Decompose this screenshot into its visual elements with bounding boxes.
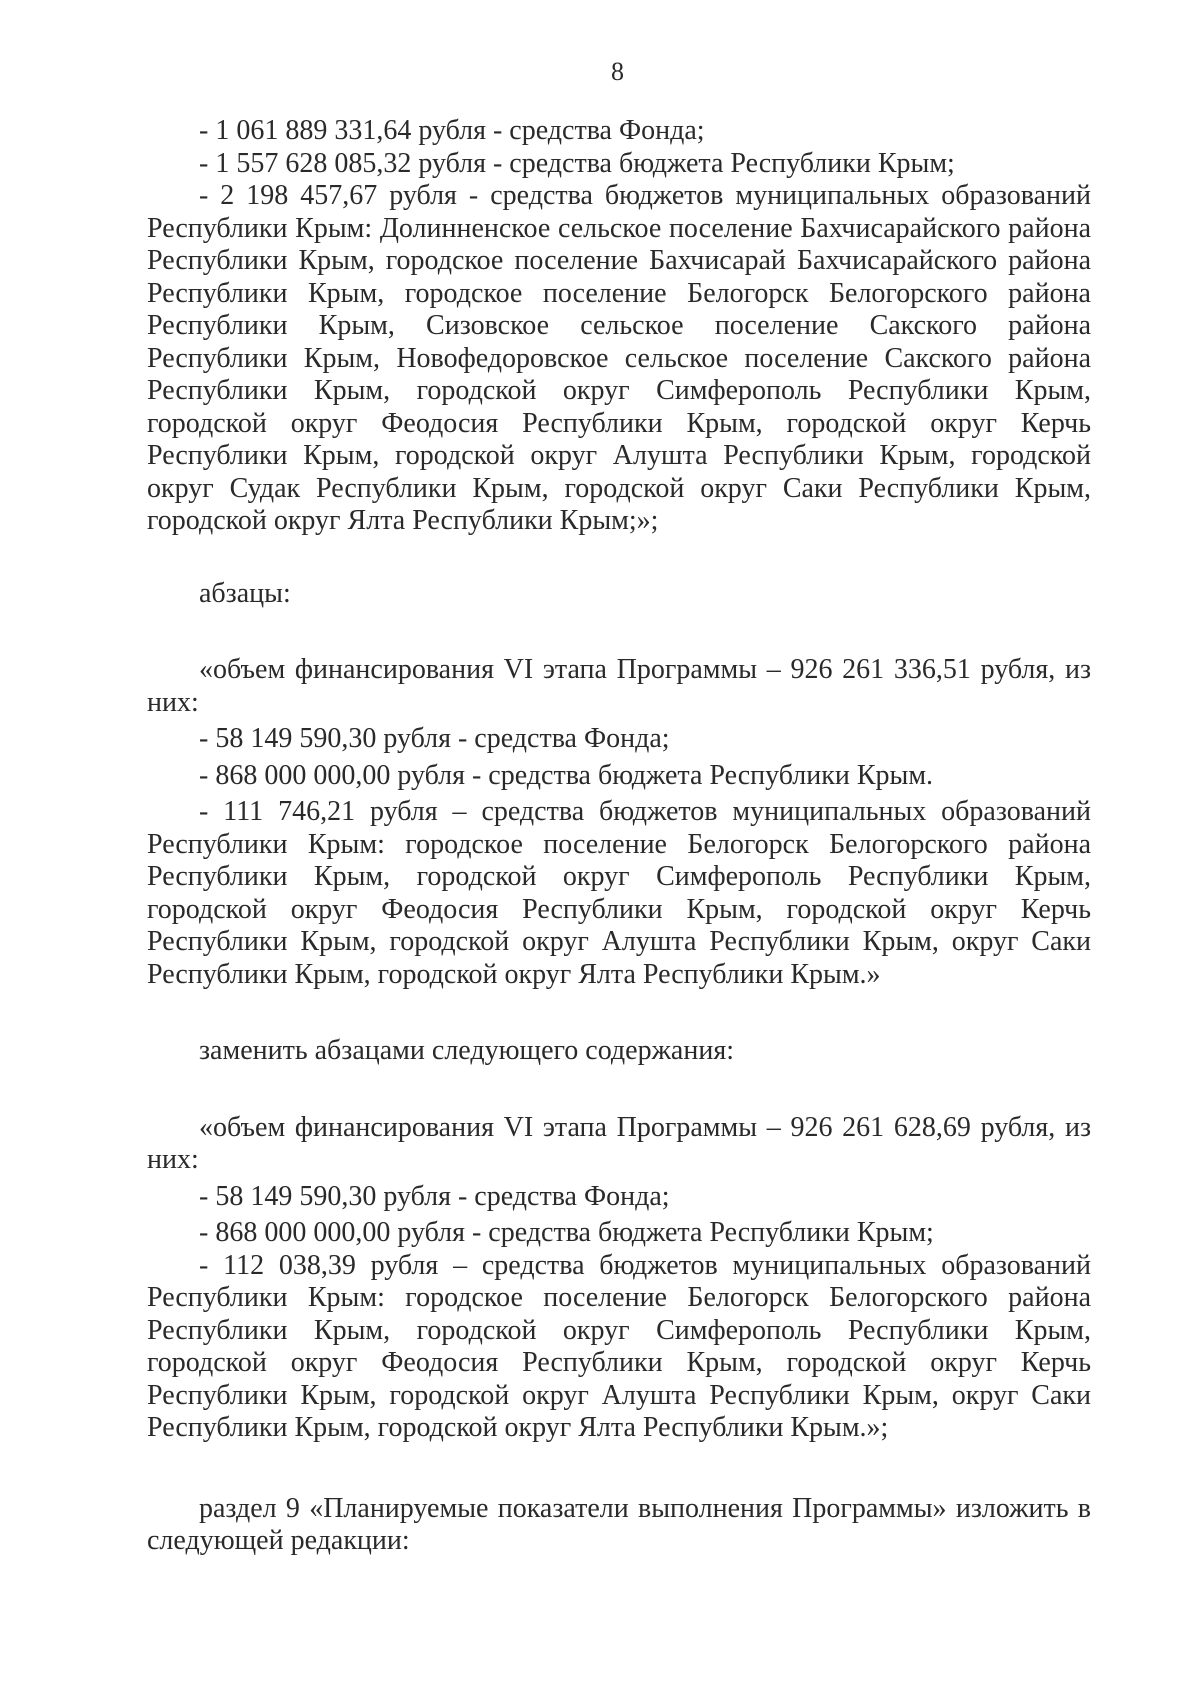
paragraph-old-budget: - 868 000 000,00 рубля - средства бюджета Республики Крым. <box>199 759 934 791</box>
page-number: 8 <box>611 57 624 86</box>
paragraph-new-fund: - 58 149 590,30 рубля - средства Фонда; <box>199 1180 670 1212</box>
paragraph-section-label: абзацы: <box>199 577 291 609</box>
paragraph-old-municipal: - 111 746,21 рубля – средства бюджетов муниципальных образований Республики Крым: городское поселение Белогорск Белогорского района Республики Крым, городской округ Симферополь Республики Крым, городской округ Феодосия Республики Крым, городской округ Керчь Республики Крым, городской округ Алушта Республики Крым, округ Саки Республики Крым, городской округ Ялта Республики Крым.» <box>147 796 1091 990</box>
paragraph-fund-amount: - 1 061 889 331,64 рубля - средства Фонда; <box>199 115 705 146</box>
paragraph-new-municipal: - 112 038,39 рубля – средства бюджетов муниципальных образований Республики Крым: городское поселение Белогорск Белогорского района Республики Крым, городской округ Симферополь Республики Крым, городской округ Феодосия Республики Крым, городской округ Керчь Республики Крым, городской округ Алушта Республики Крым, округ Саки Республики Крым, городской округ Ялта Республики Крым.»; <box>147 1249 1091 1443</box>
paragraph-old-fund: - 58 149 590,30 рубля - средства Фонда; <box>199 723 670 754</box>
document-body <box>147 115 1091 1558</box>
paragraph-municipal-amount: - 2 198 457,67 рубля - средства бюджетов муниципальных образований Республики Крым: Долинненское сельское поселение Бахчисарайского района Республики Крым, городское поселение Бахчисарай Бахчисарайского района Республики Крым, городское поселение Белогорск Белогорского района Республики Крым, Сизовское сельское поселение Сакского района Республики Крым, Новофедоровское сельское поселение Сакского района Республики Крым, городской округ Симферополь Республики Крым, городской округ Феодосия Республики Крым, городской округ Керчь Республики Крым, городской округ Алушта Республики Крым, городской округ Судак Республики Крым, городской округ Саки Республики Крым, городской округ Ялта Республики Крым;»; <box>147 180 1091 536</box>
paragraph-replace-instruction: заменить абзацами следующего содержания: <box>199 1035 734 1066</box>
paragraph-new-stage-total: «объем финансирования VI этапа Программы – 926 261 628,69 рубля, из них: <box>147 1111 1091 1175</box>
paragraph-section-9-instruction: раздел 9 «Планируемые показатели выполнения Программы» изложить в следующей редакции: <box>147 1492 1091 1556</box>
paragraph-new-budget: - 868 000 000,00 рубля - средства бюджета Республики Крым; <box>199 1217 934 1248</box>
paragraph-old-stage-total: «объем финансирования VI этапа Программы – 926 261 336,51 рубля, из них: <box>147 654 1091 718</box>
paragraph-budget-amount: - 1 557 628 085,32 рубля - средства бюджета Республики Крым; <box>199 147 955 179</box>
